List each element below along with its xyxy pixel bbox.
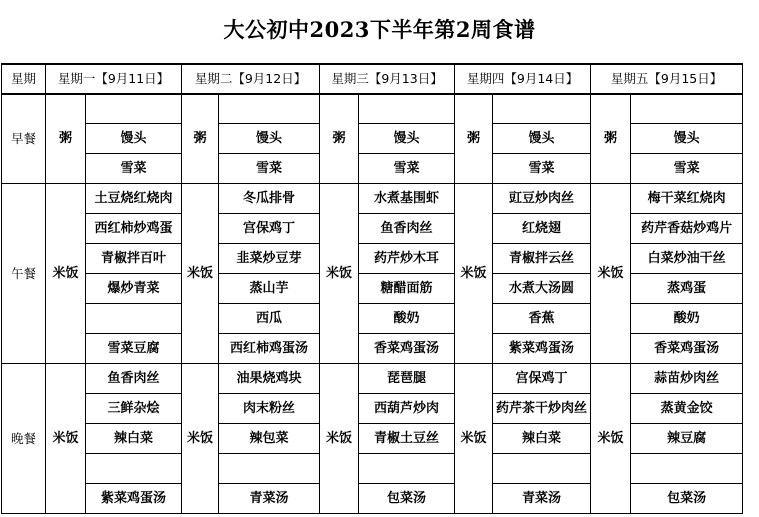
dinner-dish-mon: 紫菜鸡蛋汤 bbox=[86, 484, 182, 514]
dinner-dish-wed: 青椒土豆丝 bbox=[359, 424, 455, 454]
dinner-staple-tue: 米饭 bbox=[182, 364, 219, 514]
dinner-row bbox=[2, 454, 743, 484]
dinner-label: 晚餐 bbox=[2, 364, 46, 514]
breakfast-label: 早餐 bbox=[2, 94, 46, 184]
dinner-dish-tue: 辣包菜 bbox=[219, 424, 320, 454]
lunch-dish-mon: 西红柿炒鸡蛋 bbox=[86, 214, 182, 244]
dinner-dish-mon: 鱼香肉丝 bbox=[86, 364, 182, 394]
lunch-staple-mon: 米饭 bbox=[46, 184, 86, 364]
dinner-row bbox=[2, 364, 743, 394]
dinner-staple-fri: 米饭 bbox=[591, 364, 631, 514]
dinner-dish-thu: 药芹茶干炒肉丝 bbox=[493, 394, 591, 424]
dinner-dish-thu: 宫保鸡丁 bbox=[493, 364, 591, 394]
lunch-dish-wed: 酸奶 bbox=[359, 304, 455, 334]
breakfast-dish-tue: 雪菜 bbox=[219, 154, 320, 184]
breakfast-row bbox=[2, 94, 743, 124]
lunch-dish-thu: 香蕉 bbox=[493, 304, 591, 334]
lunch-dish-tue: 冬瓜排骨 bbox=[219, 184, 320, 214]
breakfast-dish-thu: 馒头 bbox=[493, 124, 591, 154]
dinner-row bbox=[2, 484, 743, 514]
dinner-dish-mon: 三鲜杂烩 bbox=[86, 394, 182, 424]
lunch-dish-mon: 青椒拌百叶 bbox=[86, 244, 182, 274]
lunch-dish-fri: 梅干菜红烧肉 bbox=[631, 184, 743, 214]
breakfast-dish-thu bbox=[493, 94, 591, 124]
lunch-dish-thu: 水煮大汤圆 bbox=[493, 274, 591, 304]
breakfast-dish-mon bbox=[86, 94, 182, 124]
breakfast-dish-thu: 雪菜 bbox=[493, 154, 591, 184]
lunch-dish-fri: 白菜炒油干丝 bbox=[631, 244, 743, 274]
breakfast-dish-mon: 雪菜 bbox=[86, 154, 182, 184]
breakfast-dish-fri bbox=[631, 94, 743, 124]
dinner-dish-fri: 蒜苗炒肉丝 bbox=[631, 364, 743, 394]
menu-table bbox=[1, 63, 743, 514]
lunch-dish-mon bbox=[86, 304, 182, 334]
breakfast-dish-tue: 馒头 bbox=[219, 124, 320, 154]
breakfast-staple-tue: 粥 bbox=[182, 94, 219, 184]
lunch-dish-fri: 香菜鸡蛋汤 bbox=[631, 334, 743, 364]
lunch-dish-mon: 爆炒青菜 bbox=[86, 274, 182, 304]
dinner-dish-wed: 西葫芦炒肉 bbox=[359, 394, 455, 424]
lunch-row bbox=[2, 274, 743, 304]
dinner-dish-mon bbox=[86, 454, 182, 484]
lunch-staple-thu: 米饭 bbox=[455, 184, 493, 364]
dinner-dish-fri: 蒸黄金饺 bbox=[631, 394, 743, 424]
breakfast-dish-wed: 雪菜 bbox=[359, 154, 455, 184]
lunch-dish-fri: 药芹香菇炒鸡片 bbox=[631, 214, 743, 244]
lunch-dish-wed: 水煮基围虾 bbox=[359, 184, 455, 214]
lunch-dish-wed: 糖醋面筋 bbox=[359, 274, 455, 304]
lunch-dish-tue: 韭菜炒豆芽 bbox=[219, 244, 320, 274]
day-header-tue: 星期二【9月12日】 bbox=[182, 64, 320, 94]
lunch-dish-thu: 青椒拌云丝 bbox=[493, 244, 591, 274]
breakfast-row bbox=[2, 124, 743, 154]
lunch-dish-fri: 蒸鸡蛋 bbox=[631, 274, 743, 304]
lunch-row bbox=[2, 304, 743, 334]
lunch-row bbox=[2, 244, 743, 274]
breakfast-dish-wed bbox=[359, 94, 455, 124]
lunch-label: 午餐 bbox=[2, 184, 46, 364]
lunch-dish-tue: 宫保鸡丁 bbox=[219, 214, 320, 244]
dinner-dish-thu: 辣白菜 bbox=[493, 424, 591, 454]
breakfast-staple-wed: 粥 bbox=[320, 94, 359, 184]
lunch-dish-thu: 豇豆炒肉丝 bbox=[493, 184, 591, 214]
breakfast-staple-mon: 粥 bbox=[46, 94, 86, 184]
dinner-dish-fri: 辣豆腐 bbox=[631, 424, 743, 454]
dinner-row bbox=[2, 394, 743, 424]
lunch-dish-tue: 蒸山芋 bbox=[219, 274, 320, 304]
page-title: 大公初中2023下半年第2周食谱 bbox=[223, 17, 536, 42]
lunch-dish-tue: 西红柿鸡蛋汤 bbox=[219, 334, 320, 364]
dinner-dish-tue: 油果烧鸡块 bbox=[219, 364, 320, 394]
lunch-dish-wed: 药芹炒木耳 bbox=[359, 244, 455, 274]
dinner-dish-fri bbox=[631, 454, 743, 484]
dinner-dish-thu bbox=[493, 454, 591, 484]
lunch-dish-mon: 土豆烧红烧肉 bbox=[86, 184, 182, 214]
lunch-staple-wed: 米饭 bbox=[320, 184, 359, 364]
dinner-row bbox=[2, 424, 743, 454]
lunch-dish-fri: 酸奶 bbox=[631, 304, 743, 334]
lunch-dish-mon: 雪菜豆腐 bbox=[86, 334, 182, 364]
day-header-mon: 星期一【9月11日】 bbox=[46, 64, 182, 94]
menu-body bbox=[2, 64, 743, 514]
lunch-dish-thu: 红烧翅 bbox=[493, 214, 591, 244]
breakfast-dish-wed: 馒头 bbox=[359, 124, 455, 154]
dinner-staple-thu: 米饭 bbox=[455, 364, 493, 514]
day-header-fri: 星期五【9月15日】 bbox=[591, 64, 743, 94]
breakfast-dish-tue bbox=[219, 94, 320, 124]
dinner-dish-tue bbox=[219, 454, 320, 484]
dinner-staple-wed: 米饭 bbox=[320, 364, 359, 514]
breakfast-dish-fri: 雪菜 bbox=[631, 154, 743, 184]
breakfast-row bbox=[2, 154, 743, 184]
lunch-dish-tue: 西瓜 bbox=[219, 304, 320, 334]
lunch-row bbox=[2, 334, 743, 364]
dinner-dish-tue: 青菜汤 bbox=[219, 484, 320, 514]
lunch-dish-wed: 鱼香肉丝 bbox=[359, 214, 455, 244]
dinner-dish-tue: 肉末粉丝 bbox=[219, 394, 320, 424]
lunch-dish-thu: 紫菜鸡蛋汤 bbox=[493, 334, 591, 364]
breakfast-staple-fri: 粥 bbox=[591, 94, 631, 184]
dinner-dish-fri: 包菜汤 bbox=[631, 484, 743, 514]
header-row bbox=[2, 64, 743, 94]
lunch-staple-tue: 米饭 bbox=[182, 184, 219, 364]
lunch-dish-wed: 香菜鸡蛋汤 bbox=[359, 334, 455, 364]
dinner-dish-thu: 青菜汤 bbox=[493, 484, 591, 514]
day-header-thu: 星期四【9月14日】 bbox=[455, 64, 591, 94]
dinner-dish-wed bbox=[359, 454, 455, 484]
breakfast-dish-fri: 馒头 bbox=[631, 124, 743, 154]
dinner-dish-wed: 琵琶腿 bbox=[359, 364, 455, 394]
dinner-dish-wed: 包菜汤 bbox=[359, 484, 455, 514]
lunch-row bbox=[2, 214, 743, 244]
dinner-dish-mon: 辣白菜 bbox=[86, 424, 182, 454]
period-header: 星期 bbox=[2, 64, 46, 94]
breakfast-dish-mon: 馒头 bbox=[86, 124, 182, 154]
breakfast-staple-thu: 粥 bbox=[455, 94, 493, 184]
dinner-staple-mon: 米饭 bbox=[46, 364, 86, 514]
lunch-staple-fri: 米饭 bbox=[591, 184, 631, 364]
lunch-row bbox=[2, 184, 743, 214]
day-header-wed: 星期三【9月13日】 bbox=[320, 64, 455, 94]
